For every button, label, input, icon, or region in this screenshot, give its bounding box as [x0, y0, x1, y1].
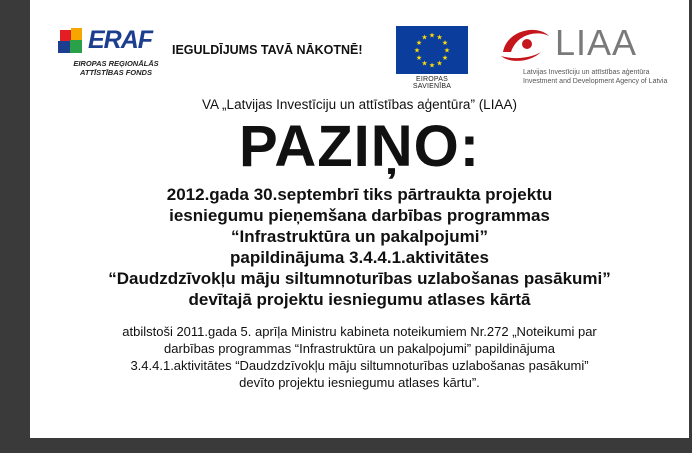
eu-star-icon: ★ — [436, 34, 443, 42]
eu-star-icon: ★ — [441, 55, 449, 62]
liaa-subtitle-line1: Latvijas Investīciju un attīstības aģentūra — [523, 69, 650, 76]
liaa-mark-icon — [497, 22, 553, 66]
eu-star-icon: ★ — [415, 55, 423, 62]
eu-star-icon: ★ — [421, 34, 428, 42]
eu-star-icon: ★ — [441, 40, 449, 47]
eu-stars-icon — [396, 26, 468, 74]
eu-logo — [396, 26, 468, 90]
eraf-subtitle-line1: EIROPAS REĢIONĀLĀS — [73, 59, 159, 68]
eu-caption: EIROPAS SAVIENĪBA — [412, 76, 452, 90]
liaa-logo — [497, 18, 682, 88]
notice-line: 2012.gada 30.septembrī tiks pārtraukta projektu — [166, 185, 553, 204]
eu-star-icon: ★ — [415, 40, 423, 47]
liaa-subtitle — [523, 68, 683, 86]
notice-line: iesniegumu pieņemšana darbības programmas — [169, 206, 550, 225]
eraf-subtitle — [56, 59, 176, 77]
legal-line: 3.4.4.1.aktivitātes “Daudzdzīvokļu māju siltumnoturības uzlabošanas pasākumi” — [130, 358, 589, 373]
eraf-subtitle-line2: ATTĪSTĪBAS FONDS — [80, 68, 152, 77]
legal-line: devīto projektu iesniegumu atlases kārtu”. — [239, 375, 480, 390]
liaa-logo-text: LIAA — [555, 22, 638, 63]
notice-line: papildinājuma 3.4.4.1.aktivitātes — [230, 248, 489, 267]
eu-star-icon: ★ — [428, 32, 436, 40]
notice-legal-text — [30, 323, 689, 391]
notice-sheet — [30, 0, 689, 438]
legal-line: darbības programmas “Infrastruktūra un pakalpojumi” papildinājuma — [164, 341, 555, 356]
notice-line: “Infrastruktūra un pakalpojumi” — [231, 227, 488, 246]
eu-star-icon: ★ — [436, 60, 443, 68]
slogan: IEGULDĪJUMS TAVĀ NĀKOTNĒ! — [172, 43, 363, 57]
eraf-flag-icon — [56, 28, 88, 56]
notice-line: “Daudzdzīvokļu māju siltumnoturības uzlabošanas pasākumi” — [108, 269, 611, 288]
eu-star-icon: ★ — [421, 60, 428, 68]
legal-line: atbilstoši 2011.gada 5. aprīļa Ministru kabineta noteikumiem Nr.272 „Noteikumi par — [122, 324, 597, 339]
notice-line: devītajā projektu iesniegumu atlases kārtā — [188, 290, 531, 309]
eu-star-icon: ★ — [413, 47, 421, 55]
eu-flag-icon — [396, 26, 468, 74]
page-title: PAZIŅO: — [238, 114, 481, 179]
eraf-logo-text: ERAF — [88, 26, 153, 54]
eraf-logo — [56, 26, 186, 86]
agency-name: VA „Latvijas Investīciju un attīstības aģentūra” (LIAA) — [202, 97, 517, 112]
eu-star-icon: ★ — [428, 62, 436, 70]
eu-star-icon: ★ — [443, 47, 451, 55]
liaa-subtitle-line2: Investment and Development Agency of Latvia — [523, 78, 668, 85]
notice-main-text — [30, 184, 689, 310]
